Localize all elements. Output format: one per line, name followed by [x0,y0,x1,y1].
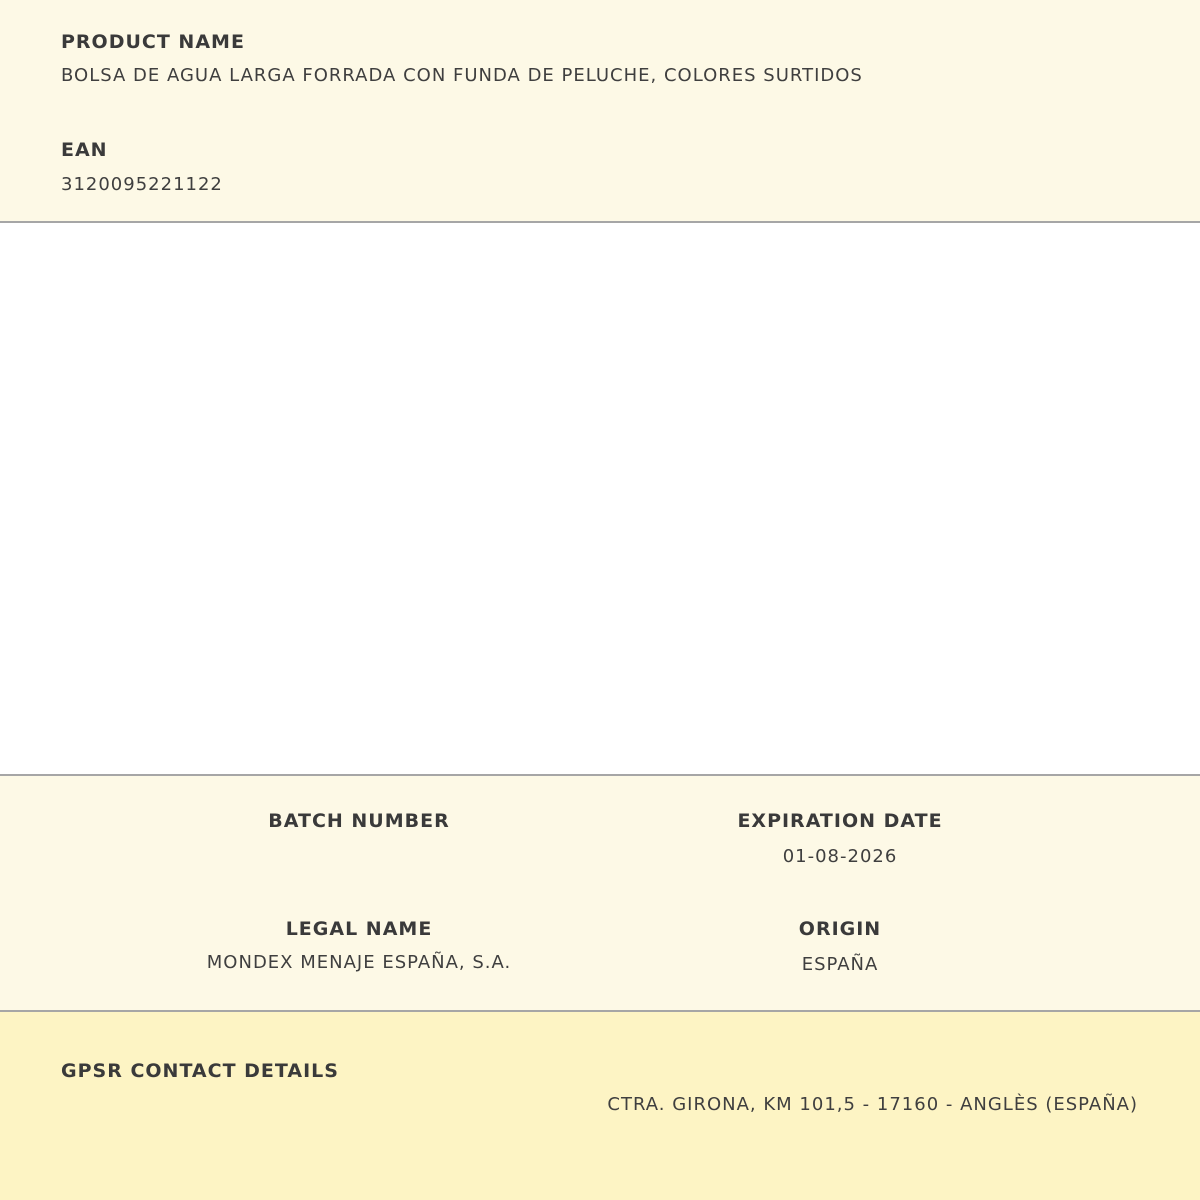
legal-name-value: MONDEX MENAJE ESPAÑA, S.A. [206,952,512,973]
ean-value: 3120095221122 [61,174,223,195]
expiration-date-value: 01-08-2026 [782,846,898,867]
origin-label: ORIGIN [798,918,882,940]
product-info-section [0,0,1200,223]
gpsr-contact-section [0,1012,1200,1200]
ean-label: EAN [61,139,108,161]
gpsr-contact-address: CTRA. GIRONA, KM 101,5 - 17160 - ANGLÈS (ESPAÑA) [607,1094,1138,1115]
origin-value: ESPAÑA [801,954,879,975]
legal-name-label: LEGAL NAME [285,918,433,940]
gpsr-contact-label: GPSR CONTACT DETAILS [61,1060,339,1082]
product-image-area [0,223,1200,774]
product-name-label: PRODUCT NAME [61,31,245,53]
product-name-value: BOLSA DE AGUA LARGA FORRADA CON FUNDA DE PELUCHE, COLORES SURTIDOS [61,65,863,86]
batch-number-label: BATCH NUMBER [268,810,450,832]
expiration-date-label: EXPIRATION DATE [737,810,943,832]
product-details-section [0,774,1200,1012]
